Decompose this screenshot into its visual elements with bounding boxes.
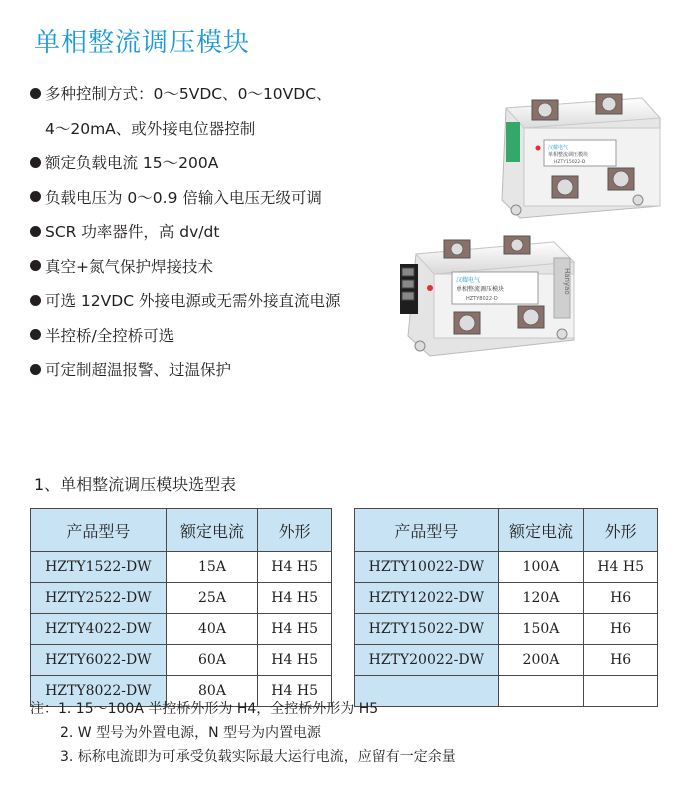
header-shape: 外形 (258, 509, 332, 552)
selection-table-right (354, 508, 658, 707)
bullet-icon (30, 295, 41, 306)
page-title: 单相整流调压模块 (34, 28, 251, 58)
feature-item: 可定制超温报警、过温保护 (30, 352, 340, 387)
notes (30, 697, 456, 769)
note-line: 2. W 型号为外置电源，N 型号为内置电源 (60, 725, 322, 741)
feature-item: 半控桥/全控桥可选 (30, 318, 340, 353)
feature-item: SCR 功率器件，高 dv/dt (30, 214, 340, 249)
header-model: 产品型号 (355, 509, 499, 552)
feature-item: 多种控制方式：0～5VDC、0～10VDC、 (30, 76, 340, 111)
table-row: HZTY12022-DW 120A H6 (355, 583, 658, 614)
bullet-icon (30, 260, 41, 271)
header-current: 额定电流 (498, 509, 584, 552)
bullet-icon (30, 191, 41, 202)
table-row: HZTY10022-DW 100A H4 H5 (355, 552, 658, 583)
selection-table-left (30, 508, 332, 707)
module-1-model: HZTY15022-D (554, 160, 586, 165)
feature-item: 额定负载电流 15～200A (30, 145, 340, 180)
note-line: 3. 标称电流即为可承受负载实际最大运行电流，应留有一定余量 (60, 749, 456, 765)
feature-item: 可选 12VDC 外接电源或无需外接直流电源 (30, 283, 340, 318)
module-1-name: 单相整流调压模块 (548, 152, 589, 158)
module-2-side-text: Hanyao (563, 268, 571, 295)
feature-item: 负载电压为 0～0.9 倍输入电压无级可调 (30, 180, 340, 215)
feature-item: 真空+氮气保护焊接技术 (30, 249, 340, 284)
table-row: HZTY4022-DW 40A H4 H5 (31, 614, 332, 645)
feature-item: 4～20mA、或外接电位器控制 (45, 119, 256, 138)
module-2-name: 单相整流调压模块 (456, 286, 505, 293)
product-image-module-1 (492, 88, 664, 224)
header-shape: 外形 (584, 509, 658, 552)
table-row: HZTY1522-DW 15A H4 H5 (31, 552, 332, 583)
note-line: 注：1. 15～100A 半控桥外形为 H4，全控桥外形为 H5 (30, 701, 379, 717)
feature-list (30, 76, 340, 387)
header-current: 额定电流 (166, 509, 258, 552)
bullet-icon (30, 157, 41, 168)
table-header-row (31, 509, 332, 552)
bullet-icon (30, 329, 41, 340)
bullet-icon (30, 364, 41, 375)
product-image-module-2 (394, 228, 582, 368)
table-row: HZTY6022-DW 60A H4 H5 (31, 645, 332, 676)
table-row: HZTY20022-DW 200A H6 (355, 645, 658, 676)
module-1-brand: 汉耀电气 (548, 145, 569, 151)
table-row: HZTY15022-DW 150A H6 (355, 614, 658, 645)
table-row: HZTY2522-DW 25A H4 H5 (31, 583, 332, 614)
table-header-row (355, 509, 658, 552)
bullet-icon (30, 226, 41, 237)
module-2-brand: 汉耀电气 (456, 277, 481, 284)
bullet-icon (30, 88, 41, 99)
header-model: 产品型号 (31, 509, 167, 552)
module-2-model: HZTY8022-D (466, 296, 498, 302)
selection-table-title: 1、单相整流调压模块选型表 (34, 475, 237, 494)
table-row: HZTY8022-DW 80A H4 H5 (31, 676, 332, 707)
